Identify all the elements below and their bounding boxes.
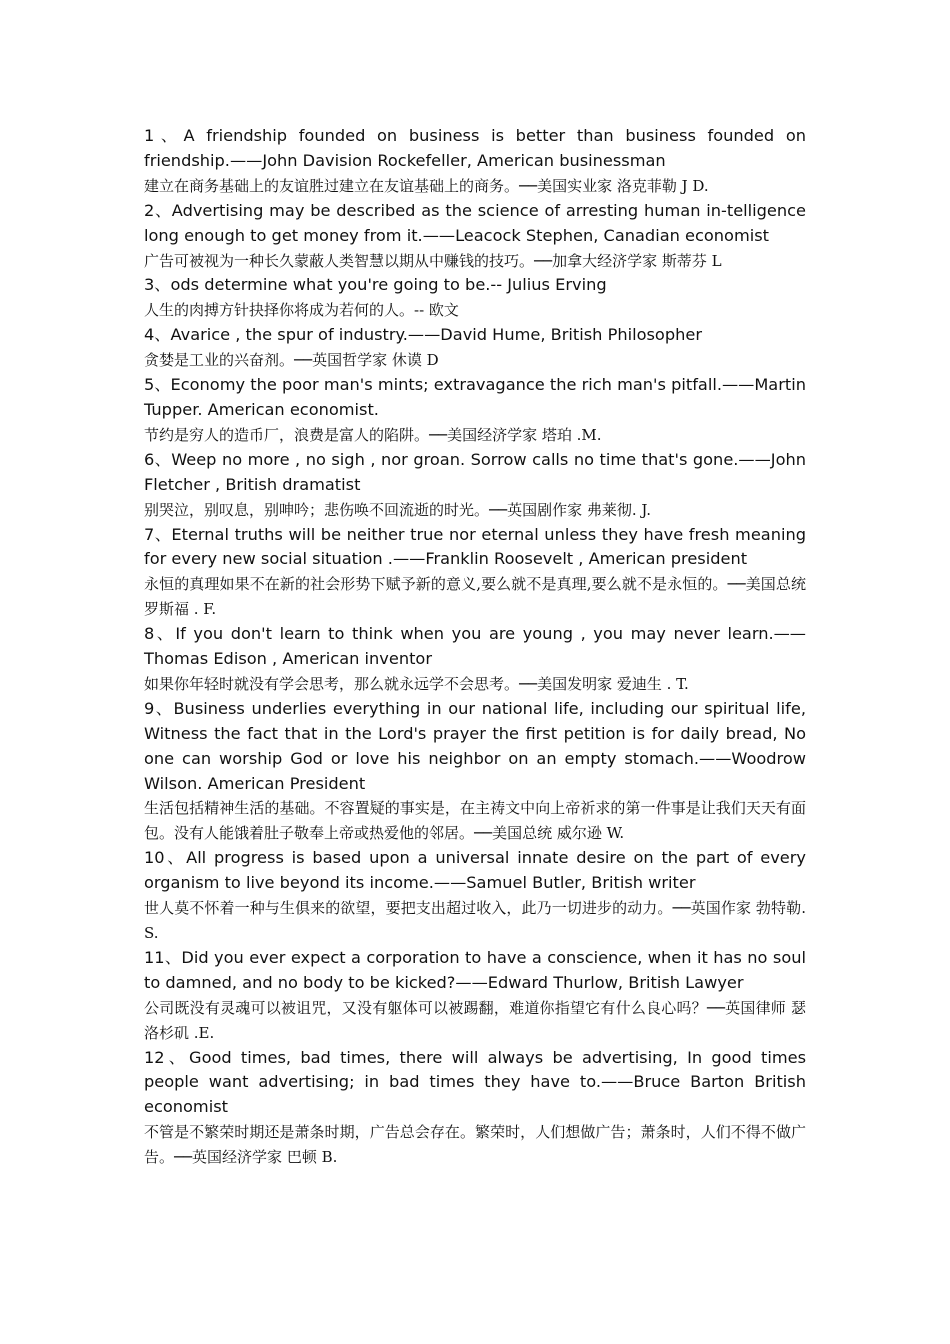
quote-10-chinese: 世人莫不怀着一种与生俱来的欲望，要把支出超过收入，此乃一切进步的动力。──英国作家 勃特勒. S.: [144, 899, 806, 942]
quote-4-english: 4、Avarice , the spur of industry.——David Hume, British Philosopher: [144, 325, 702, 345]
quote-5-chinese: 节约是穷人的造币厂，浪费是富人的陷阱。──美国经济学家 塔珀 .M.: [144, 425, 602, 444]
quote-1-chinese: 建立在商务基础上的友谊胜过建立在友谊基础上的商务。──美国实业家 洛克菲勒 J D.: [144, 176, 709, 195]
quote-2-chinese: 广告可被视为一种长久蒙蔽人类智慧以期从中赚钱的技巧。──加拿大经济学家 斯蒂芬 L: [144, 251, 722, 270]
quote-6-chinese: 别哭泣，别叹息，别呻吟；悲伤唤不回流逝的时光。──英国剧作家 弗莱彻. J.: [144, 500, 651, 519]
quote-5-english: 5、Economy the poor man's mints; extravagance the rich man's pitfall.——Martin Tupper. American economist.: [144, 375, 806, 419]
quote-9-chinese: 生活包括精神生活的基础。不容置疑的事实是，在主祷文中向上帝祈求的第一件事是让我们天天有面包。没有人能饿着肚子敬奉上帝或热爱他的邻居。──美国总统 威尔逊 W.: [144, 799, 806, 843]
quote-10-english: 10、All progress is based upon a universal innate desire on the part of every organism to live beyond its income.——Samuel Butler, British writer: [144, 848, 806, 893]
quote-11-chinese: 公司既没有灵魂可以被诅咒，又没有躯体可以被踢翻，难道你指望它有什么良心吗？──英国律师 瑟洛杉矶 .E.: [144, 998, 806, 1042]
quote-7-english: 7、Eternal truths will be neither true nor eternal unless they have fresh meaning for every new social situation .——Franklin Roosevelt , American president: [144, 524, 806, 569]
quote-8-english: 8、If you don't learn to think when you are young , you may never learn.——Thomas Edison , American inventor: [144, 624, 806, 669]
quote-11-english: 11、Did you ever expect a corporation to have a conscience, when it has no soul to damned, and no body to be kicked?——Edward Thurlow, British Lawyer: [144, 947, 806, 992]
quote-9-english: 9、Business underlies everything in our national life, including our spiritual life, Witness the fact that in the Lord's prayer the first petition is for daily bread, No one can worship God or love his neighbor on an empty stomach.——Woodrow Wilson. American President: [144, 698, 806, 793]
quote-12-english: 12、Good times, bad times, there will always be advertising, In good times people want advertising; in bad times they have to.——Bruce Barton British economist: [144, 1047, 806, 1117]
quote-7-chinese: 永恒的真理如果不在新的社会形势下赋予新的意义,要么就不是真理,要么就不是永恒的。──美国总统 罗斯福 . F.: [144, 575, 806, 619]
quote-3-english: 3、ods determine what you're going to be.-- Julius Erving: [144, 275, 607, 295]
quote-1-english: 1、A friendship founded on business is better than business founded on friendship.——John Davision Rockefeller, American businessman: [144, 126, 806, 170]
quote-12-chinese: 不管是不繁荣时期还是萧条时期，广告总会存在。繁荣时，人们想做广告；萧条时，人们不得不做广告。──英国经济学家 巴顿 B.: [144, 1123, 806, 1167]
quote-4-chinese: 贪婪是工业的兴奋剂。──英国哲学家 休谟 D: [144, 351, 439, 370]
quote-6-english: 6、Weep no more , no sigh , nor groan. Sorrow calls no time that's gone.——John Fletcher , British dramatist: [144, 449, 806, 494]
quote-2-english: 2、Advertising may be described as the science of arresting human in-telligence long enough to get money from it.——Leacock Stephen, Canadian economist: [144, 200, 806, 245]
quote-3-chinese: 人生的肉搏方针抉择你将成为若何的人。-- 欧文: [144, 301, 459, 320]
quote-8-chinese: 如果你年轻时就没有学会思考，那么就永远学不会思考。──美国发明家 爱迪生 . T.: [144, 674, 689, 693]
document-body: [144, 124, 806, 1170]
